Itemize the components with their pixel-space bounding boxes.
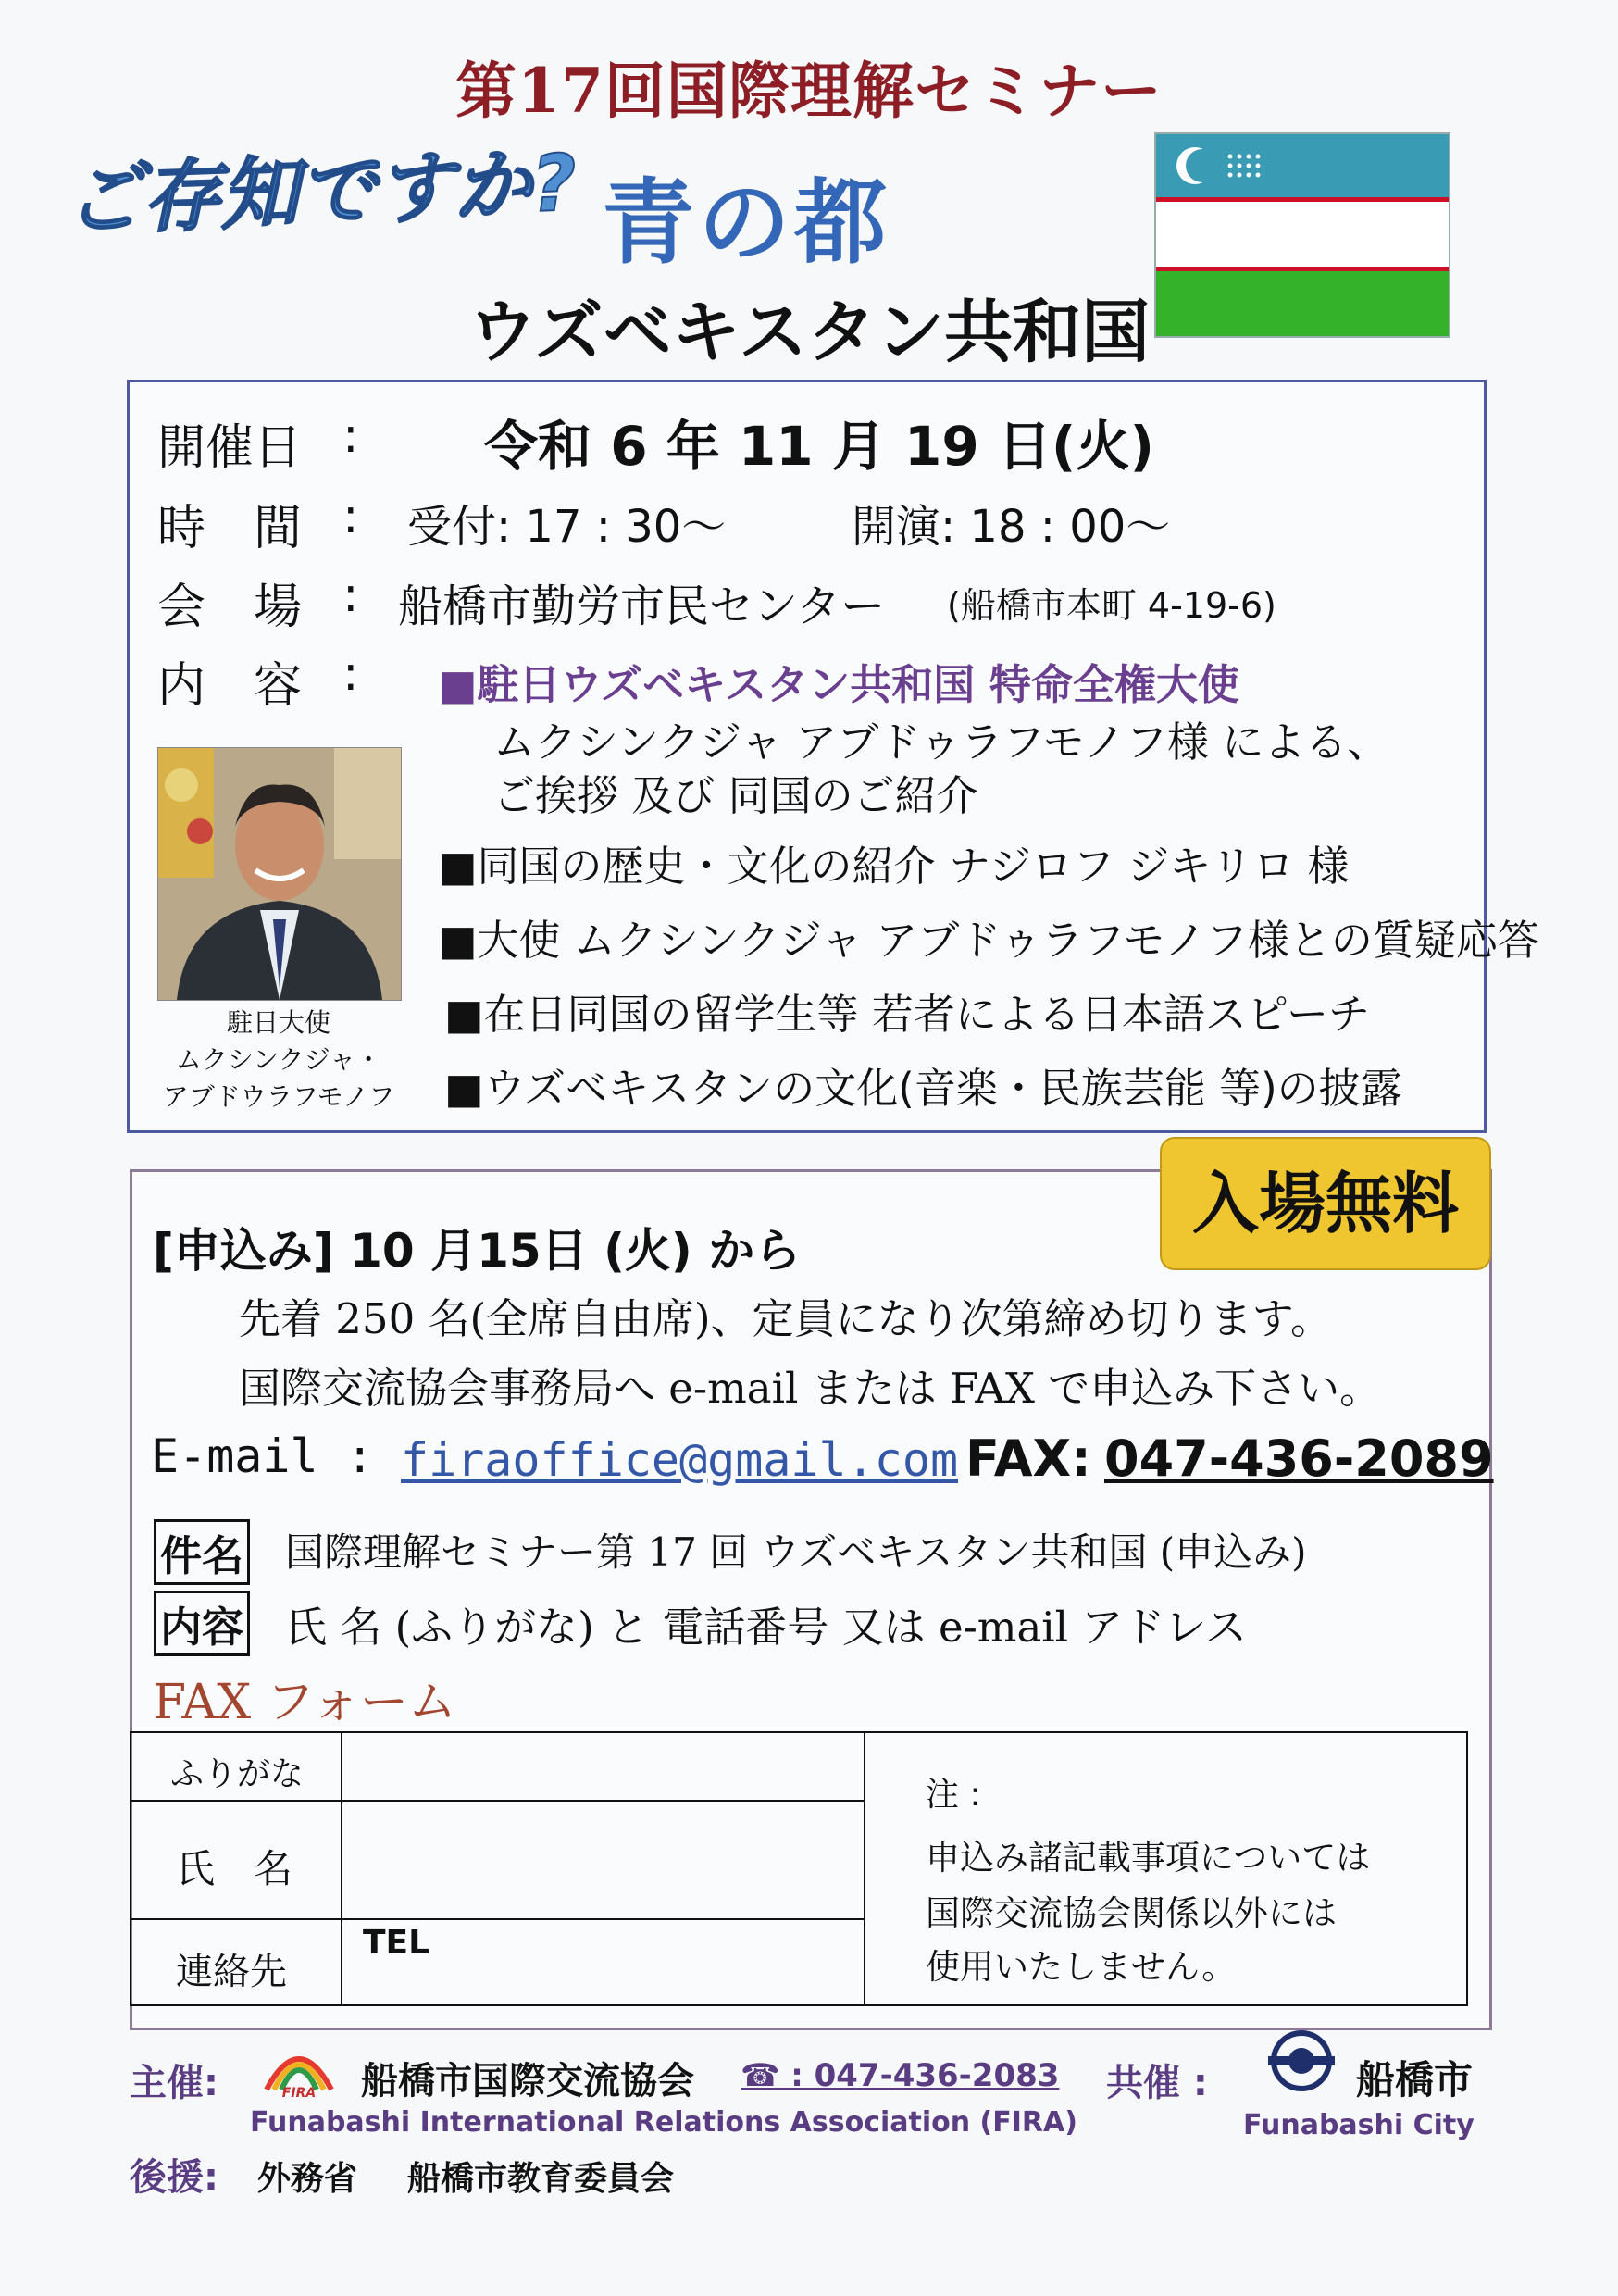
ambassador-photo: [157, 747, 402, 1001]
fax-label: FAX:: [965, 1429, 1091, 1488]
content-tag: 内容: [154, 1591, 250, 1656]
content-item-qa: ■大使 ムクシンクジャ アブドゥラフモノフ様との質疑応答: [438, 916, 1539, 965]
email-link[interactable]: firaoffice@gmail.com: [401, 1433, 959, 1487]
content-item-greeting: ご挨拶 及び 同国のご紹介: [493, 771, 978, 820]
venue-label: 会 場: [157, 580, 303, 635]
did-you-know-text: ご存知ですか?: [63, 137, 579, 246]
event-date: 令和 6 年 11 月 19 日(火): [484, 415, 1154, 478]
support-board-of-education: 船橋市教育委員会: [407, 2160, 675, 2198]
fax-number: 047-436-2089: [1104, 1429, 1494, 1488]
blue-city-title: 青の都: [602, 168, 890, 277]
date-label: 開催日: [157, 420, 303, 476]
subject-tag: 件名: [154, 1519, 250, 1585]
furigana-label: ふりがな: [170, 1755, 305, 1793]
note-line-3: 使用いたしません。: [926, 1947, 1237, 1987]
host-label: 主催:: [130, 2062, 218, 2104]
support-label: 後援:: [130, 2156, 218, 2199]
application-line-1: 先着 250 名(全席自由席)、定員になり次第締め切ります。: [239, 1294, 1333, 1343]
note-cell: [864, 1731, 1468, 2006]
time-label: 時 間: [157, 501, 303, 556]
subject-text: 国際理解セミナー第 17 回 ウズベキスタン共和国 (申込み): [285, 1529, 1307, 1575]
contact-label: 連絡先: [176, 1951, 287, 1993]
furigana-field[interactable]: [341, 1731, 865, 1802]
tel-field[interactable]: [341, 1918, 865, 2006]
funabashi-city-emblem-icon: [1268, 2028, 1335, 2094]
fax-form-table: [130, 1731, 1468, 2006]
photo-caption-1: 駐日大使: [226, 1007, 330, 1038]
colon: :: [342, 568, 359, 623]
host-phone: ☎ : 047-436-2083: [741, 2057, 1060, 2094]
email-label: E-mail :: [151, 1429, 374, 1483]
application-line-2: 国際交流協会事務局へ e-mail または FAX で申込み下さい。: [239, 1364, 1382, 1413]
venue-address: (船橋市本町 4-19-6): [947, 585, 1276, 626]
name-label-cell: [130, 1800, 342, 1920]
seminar-title: 第17回国際理解セミナー: [455, 55, 1163, 127]
content-label: 内 容: [157, 658, 303, 714]
photo-caption-2: ムクシンクジャ・: [175, 1044, 382, 1075]
colon: :: [342, 408, 359, 464]
tel-label: TEL: [363, 1924, 430, 1962]
support-mofa: 外務省: [257, 2160, 358, 2198]
crescent-stars-icon: [1156, 134, 1449, 197]
content-text: 氏 名 (ふりがな) と 電話番号 又は e-mail アドレス: [285, 1603, 1248, 1652]
note-line-2: 国際交流協会関係以外には: [926, 1893, 1337, 1933]
cohost-label: 共催 :: [1106, 2062, 1208, 2104]
photo-caption-3: アブドウラフモノフ: [162, 1081, 395, 1112]
host-name: 船橋市国際交流協会: [361, 2060, 694, 2103]
colon: :: [342, 489, 359, 544]
fira-logo-icon: [261, 2032, 337, 2099]
content-item-culture: ■ウズベキスタンの文化(音楽・民族芸能 等)の披露: [444, 1064, 1402, 1113]
colon: :: [342, 646, 359, 702]
name-label: 氏 名: [176, 1846, 293, 1891]
content-item-ambassador-name: ムクシンクジャ アブドゥラフモノフ様 による、: [493, 718, 1389, 767]
uzbekistan-flag-icon: [1154, 132, 1450, 338]
fira-logo-text: FIRA: [281, 2086, 317, 2099]
content-item-speech: ■在日同国の留学生等 若者による日本語スピーチ: [444, 990, 1371, 1039]
note-line-1: 申込み諸記載事項については: [926, 1838, 1371, 1878]
furigana-label-cell: [130, 1731, 342, 1802]
cohost-english-name: Funabashi City: [1243, 2109, 1475, 2141]
fax-form-title: FAX フォーム: [153, 1675, 457, 1730]
event-info-box: [127, 380, 1539, 1133]
cohost-name: 船橋市: [1356, 2057, 1474, 2103]
reception-time: 受付: 17 : 30〜: [407, 501, 727, 553]
free-admission-badge: 入場無料: [1160, 1137, 1491, 1270]
content-item-history: ■同国の歴史・文化の紹介 ナジロフ ジキリロ 様: [438, 842, 1350, 891]
contact-label-cell: [130, 1918, 342, 2006]
name-field[interactable]: [341, 1800, 865, 1920]
note-title: 注 :: [926, 1776, 981, 1814]
host-english-name: Funabashi International Relations Association (FIRA): [250, 2106, 1077, 2139]
content-item-ambassador: ■駐日ウズベキスタン共和国 特命全権大使: [438, 660, 1239, 709]
country-title: ウズベキスタン共和国: [467, 293, 1151, 372]
start-time: 開演: 18 : 00〜: [852, 501, 1171, 553]
venue-name: 船橋市勤労市民センター: [398, 580, 886, 632]
application-heading: [申込み] 10 月15日 (火) から: [153, 1224, 802, 1278]
